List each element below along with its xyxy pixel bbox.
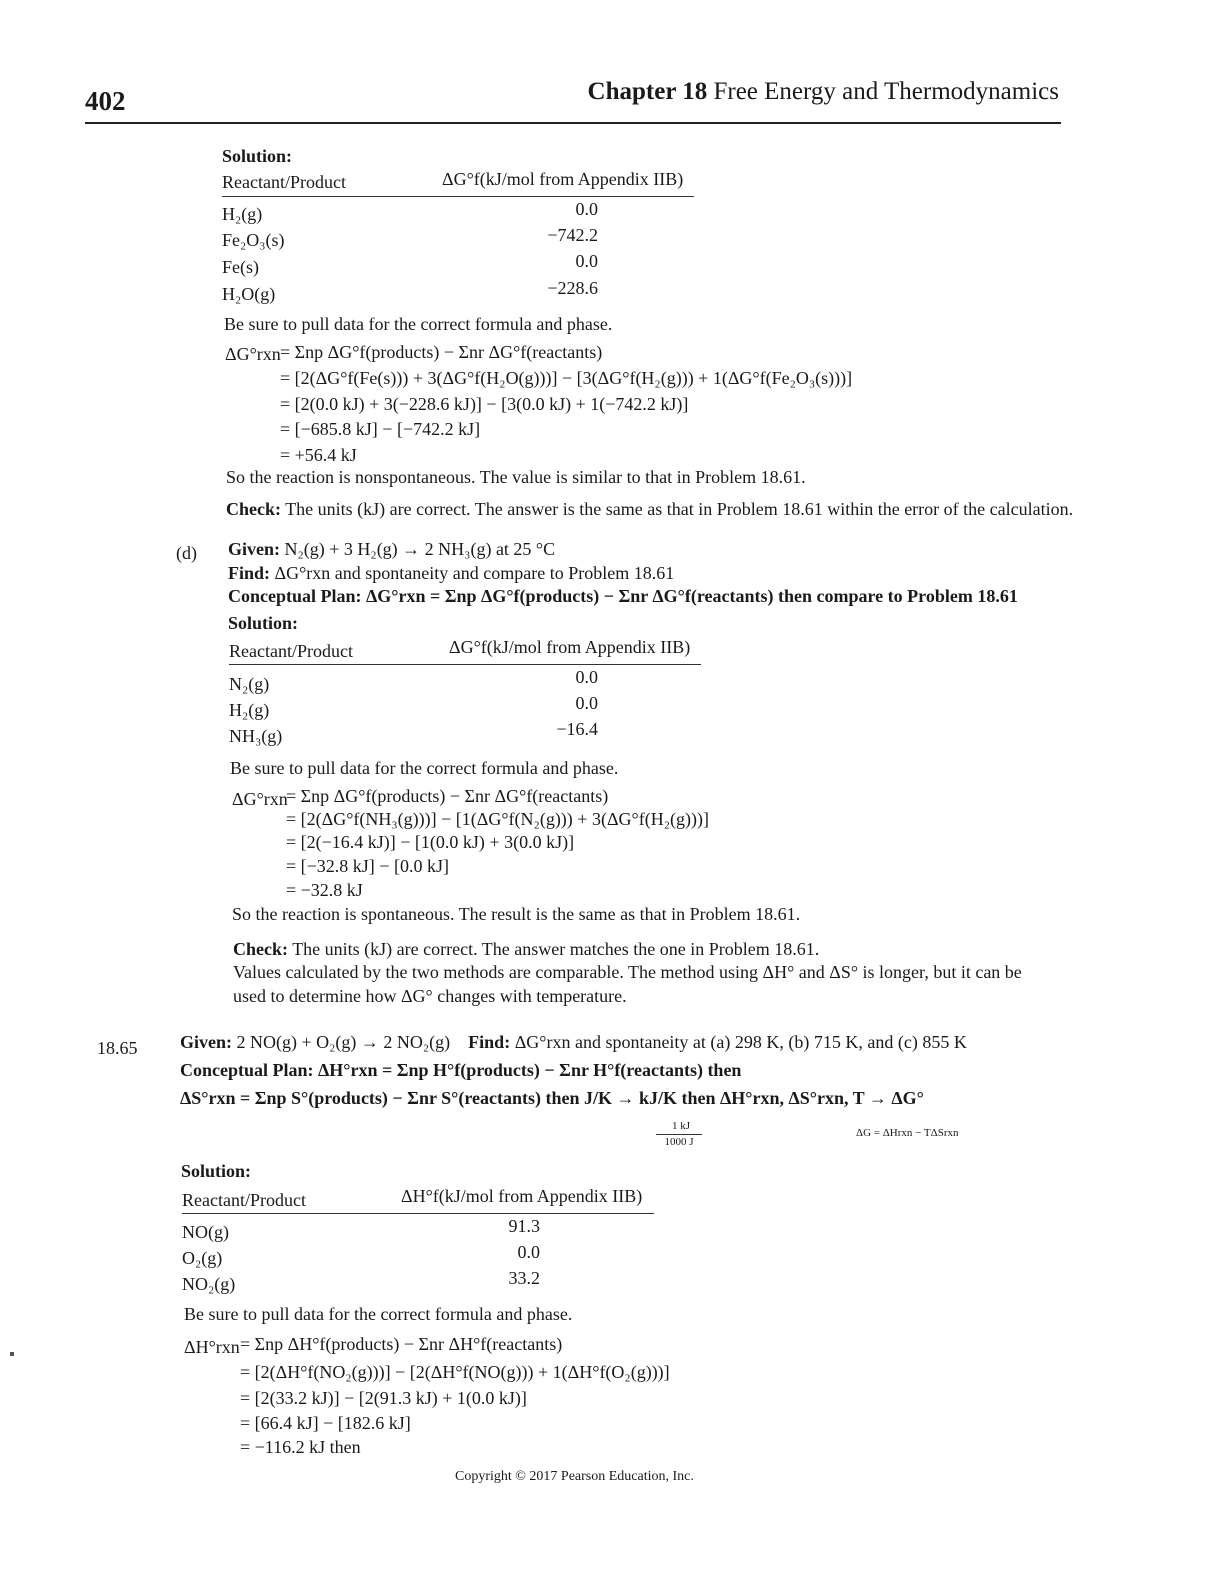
solution-label: Solution:	[228, 613, 299, 633]
equation-line: = [2(33.2 kJ)] − [2(91.3 kJ) + 1(0.0 kJ)]	[240, 1388, 527, 1408]
margin-mark	[10, 1352, 14, 1356]
plan-line	[228, 586, 1018, 607]
equation-line: = +56.4 kJ	[280, 445, 357, 465]
copyright: Copyright © 2017 Pearson Education, Inc.	[455, 1469, 694, 1484]
solution-label: Solution:	[181, 1161, 252, 1181]
table-cell-species: O₂(g)	[182, 1248, 223, 1268]
given-label: Given:	[180, 1032, 232, 1052]
equation-line: = [2(ΔG°f(Fe(s))) + 3(ΔG°f(H₂O(g)))] − [3(ΔG°f(H₂(g))) + 1(ΔG°f(Fe₂O₃(s)))]	[280, 368, 853, 388]
table-cell-value: −228.6	[547, 278, 598, 298]
table-cell-value: 33.2	[508, 1268, 540, 1288]
table-cell-value: 91.3	[508, 1216, 540, 1236]
table-header-value: ΔG°f(kJ/mol from Appendix IIB)	[442, 169, 684, 189]
table-cell-species: H₂(g)	[222, 204, 263, 224]
equation-line: = Σnp ΔG°f(products) − Σnr ΔG°f(reactants)	[280, 342, 603, 362]
equation-line: = −32.8 kJ	[286, 880, 363, 900]
table-header-species: Reactant/Product	[222, 172, 346, 192]
equation-lhs: ΔG°rxn	[232, 789, 288, 809]
solution-label: Solution:	[222, 146, 293, 166]
data-note: Be sure to pull data for the correct formula and phase.	[184, 1304, 573, 1324]
running-header	[588, 78, 1059, 106]
given-text: 2 NO(g) + O₂(g) → 2 NO₂(g)	[236, 1032, 451, 1052]
table-cell-species: N₂(g)	[229, 674, 270, 694]
equation-lhs: ΔG°rxn	[225, 344, 281, 364]
equation-line: = Σnp ΔH°f(products) − Σnr ΔH°f(reactants)	[240, 1334, 563, 1354]
check-text: The units (kJ) are correct. The answer is the same as that in Problem 18.61 within the error of the calculation.	[285, 499, 1074, 519]
table-cell-species: NO₂(g)	[182, 1274, 236, 1294]
given-find-line	[180, 1032, 967, 1053]
equation-line: = [2(ΔG°f(NH₃(g)))] − [1(ΔG°f(N₂(g))) + 3(ΔG°f(H₂(g)))]	[286, 809, 709, 829]
check-label: Check:	[233, 939, 288, 959]
table-cell-species: NH₃(g)	[229, 726, 283, 746]
table-cell-value: 0.0	[575, 667, 598, 687]
plan-line	[180, 1060, 741, 1081]
check-text-cont: Values calculated by the two methods are comparable. The method using ΔH° and ΔS° is longer, but it can be	[233, 962, 1022, 982]
equation-line: = [−685.8 kJ] − [−742.2 kJ]	[280, 419, 481, 439]
check-text-cont: used to determine how ΔG° changes with temperature.	[233, 986, 627, 1006]
equation-line: = [2(0.0 kJ) + 3(−228.6 kJ)] − [3(0.0 kJ) + 1(−742.2 kJ)]	[280, 394, 689, 414]
table-header-value: ΔH°f(kJ/mol from Appendix IIB)	[401, 1186, 643, 1206]
table-header-species: Reactant/Product	[182, 1190, 306, 1210]
check-line	[233, 939, 819, 960]
table-cell-species: Fe₂O₃(s)	[222, 230, 285, 250]
equation-line: = [2(ΔH°f(NO₂(g)))] − [2(ΔH°f(NO(g))) + 1(ΔH°f(O₂(g)))]	[240, 1362, 670, 1382]
equation-line: = [66.4 kJ] − [182.6 kJ]	[240, 1413, 411, 1433]
table-header-species: Reactant/Product	[229, 641, 353, 661]
equation-line: = [2(−16.4 kJ)] − [1(0.0 kJ) + 3(0.0 kJ)]	[286, 832, 575, 852]
equation-line: = −116.2 kJ then	[240, 1437, 361, 1457]
check-label: Check:	[226, 499, 281, 519]
header-rule	[85, 122, 1061, 124]
table-cell-value: −16.4	[556, 719, 598, 739]
conversion-denominator: 1000 J	[664, 1136, 694, 1148]
equation-line: = Σnp ΔG°f(products) − Σnr ΔG°f(reactants)	[286, 786, 609, 806]
find-line	[228, 563, 674, 584]
chapter-title: Free Energy and Thermodynamics	[713, 78, 1059, 105]
problem-number: 18.65	[97, 1038, 138, 1058]
table-cell-species: Fe(s)	[222, 257, 259, 277]
page-number: 402	[85, 86, 126, 116]
given-line	[228, 539, 555, 560]
table-cell-value: 0.0	[575, 199, 598, 219]
conclusion: So the reaction is nonspontaneous. The value is similar to that in Problem 18.61.	[226, 467, 806, 487]
check-line	[226, 499, 1073, 520]
equation-line: = [−32.8 kJ] − [0.0 kJ]	[286, 856, 449, 876]
table-cell-species: H₂(g)	[229, 700, 270, 720]
conclusion: So the reaction is spontaneous. The result is the same as that in Problem 18.61.	[232, 904, 801, 924]
conversion-numerator: 1 kJ	[671, 1120, 691, 1132]
plan-text: ΔH°rxn = Σnp H°f(products) − Σnr H°f(reactants) then	[318, 1060, 742, 1080]
plan-line-2: ΔS°rxn = Σnp S°(products) − Σnr S°(reactants) then J/K → kJ/K then ΔH°rxn, ΔS°rxn, T → ΔG°	[180, 1088, 924, 1108]
find-text: ΔG°rxn and spontaneity and compare to Problem 18.61	[274, 563, 675, 583]
table-rule	[229, 664, 701, 665]
part-label: (d)	[176, 543, 197, 563]
table-cell-value: 0.0	[575, 693, 598, 713]
table-cell-value: −742.2	[547, 225, 598, 245]
equation-lhs: ΔH°rxn	[184, 1337, 240, 1357]
table-header-value: ΔG°f(kJ/mol from Appendix IIB)	[449, 637, 691, 657]
table-cell-value: 0.0	[517, 1242, 540, 1262]
data-note: Be sure to pull data for the correct formula and phase.	[224, 314, 613, 334]
table-cell-species: H₂O(g)	[222, 284, 276, 304]
plan-label: Conceptual Plan:	[228, 586, 362, 606]
table-cell-value: 0.0	[575, 251, 598, 271]
find-label: Find:	[468, 1032, 511, 1052]
plan-text: ΔG°rxn = Σnp ΔG°f(products) − Σnr ΔG°f(reactants) then compare to Problem 18.61	[366, 586, 1018, 606]
conversion-bar	[656, 1134, 702, 1135]
given-label: Given:	[228, 539, 280, 559]
check-text: The units (kJ) are correct. The answer matches the one in Problem 18.61.	[292, 939, 820, 959]
find-text: ΔG°rxn and spontaneity at (a) 298 K, (b) 715 K, and (c) 855 K	[514, 1032, 967, 1052]
table-rule	[182, 1213, 654, 1214]
table-cell-species: NO(g)	[182, 1222, 229, 1242]
plan-label: Conceptual Plan:	[180, 1060, 314, 1080]
gibbs-formula: ΔG = ΔHrxn − TΔSrxn	[856, 1127, 959, 1139]
given-text: N₂(g) + 3 H₂(g) → 2 NH₃(g) at 25 °C	[284, 539, 556, 559]
data-note: Be sure to pull data for the correct formula and phase.	[230, 758, 619, 778]
find-label: Find:	[228, 563, 271, 583]
table-rule	[222, 196, 694, 197]
chapter-label: Chapter 18	[587, 78, 708, 105]
